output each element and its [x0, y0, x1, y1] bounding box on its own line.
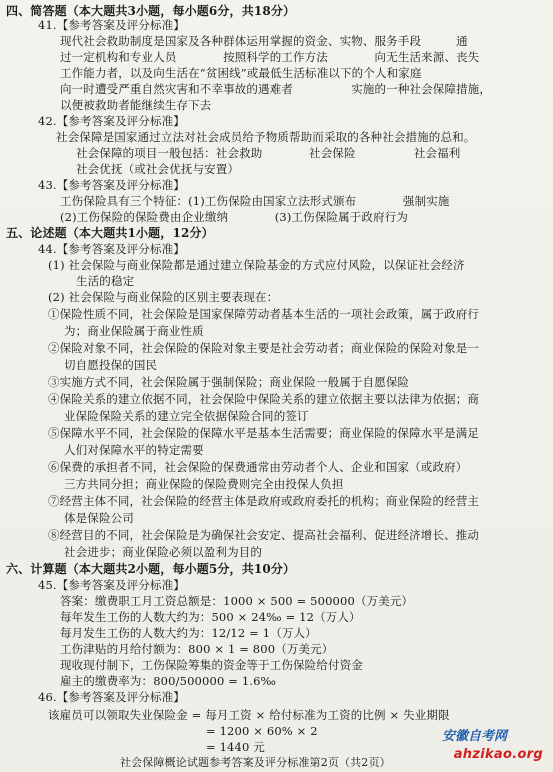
q42-line-3: 社会优抚（或社会优抚与安置）	[76, 162, 240, 176]
q45-line-1: 答案：缴费职工月工资总额是：1000 × 500 = 500000（万美元）	[60, 594, 414, 608]
q44-heading: 44.【参考答案及评分标准】	[38, 242, 185, 256]
q44-point-8b: 社会进步；商业保险必须以盈利为目的	[64, 545, 263, 559]
section-6-heading: 六、计算题（本大题共2小题，每小题5分，共10分）	[6, 562, 296, 576]
q46-heading: 46.【参考答案及评分标准】	[38, 690, 185, 704]
watermark-site-name: 安徽自考网	[441, 729, 507, 744]
q46-line-2: = 1200 × 60% × 2	[206, 724, 318, 738]
q41-line-2: 过一定机构和专业人员 按照科学的工作方法 向无生活来源、丧失	[60, 50, 480, 64]
section-5-heading: 五、论述题（本大题共1小题，12分）	[6, 226, 214, 240]
q46-line-1: 该雇员可以领取失业保险金 = 每月工资 × 给付标准为工资的比例 × 失业期限	[48, 708, 450, 722]
q44-line-3: (2) 社会保险与商业保险的区别主要表现在：	[48, 290, 279, 304]
q41-line-1: 现代社会救助制度是国家及各种群体运用掌握的资金、实物、服务手段 通	[60, 34, 468, 48]
q44-point-5b: 人们对保障水平的特定需要	[64, 443, 204, 457]
watermark-site-url: ahzikao.org	[453, 747, 543, 762]
q44-point-4b: 业保险保险关系的建立完全依据保险合同的签订	[64, 409, 309, 423]
q44-point-1a: ①保险性质不同，社会保险是国家保障劳动者基本生活的一项社会政策，属于政府行	[48, 307, 480, 321]
q43-heading: 43.【参考答案及评分标准】	[38, 178, 185, 192]
q41-line-3: 工作能力者，以及向生活在“贫困线”或最低生活标准以下的个人和家庭	[60, 66, 422, 80]
q44-point-4a: ④保险关系的建立依据不同，社会保险中保险关系的建立依据主要以法律为依据；商	[48, 392, 480, 406]
q46-line-3: = 1440 元	[206, 740, 265, 754]
q45-line-3: 每月发生工伤的人数大约为：12/12 = 1（万人）	[60, 626, 317, 640]
q42-line-1: 社会保障是国家通过立法对社会成员给予物质帮助而采取的各种社会措施的总和。	[56, 130, 476, 144]
q44-point-6b: 三方共同分担；商业保险的保险费则完全由投保人负担	[64, 477, 344, 491]
q43-line-2: (2)工伤保险的保险费由企业缴纳 (3)工伤保险属于政府行为	[60, 210, 409, 224]
q44-point-5a: ⑤保障水平不同，社会保险的保障水平是基本生活需要；商业保险的保障水平是满足	[48, 426, 480, 440]
q44-point-7b: 体是保险公司	[64, 511, 134, 525]
q44-point-2a: ②保险对象不同，社会保险的保险对象主要是社会劳动者；商业保险的保险对象是一	[48, 341, 480, 355]
q42-line-2: 社会保障的项目一般包括：社会救助 社会保险 社会福利	[76, 146, 461, 160]
q44-point-6a: ⑥保费的承担者不同，社会保险的保费通常由劳动者个人、企业和国家（或政府）	[48, 460, 468, 474]
q43-line-1: 工伤保险具有三个特征：(1)工伤保险由国家立法形式颁布 强制实施	[60, 194, 450, 208]
q44-line-1: (1) 社会保险与商业保险都是通过建立保险基金的方式应付风险，以保证社会经济	[48, 258, 465, 272]
q45-line-4: 工伤津贴的月给付额为：800 × 1 = 800（万美元）	[60, 642, 334, 656]
q44-point-7a: ⑦经营主体不同，社会保险的经营主体是政府或政府委托的机构；商业保险的经营主	[48, 494, 480, 508]
q45-line-2: 每年发生工伤的人数大约为：500 × 24‰ = 12（万人）	[60, 610, 361, 624]
page-footer: 社会保障概论试题参考答案及评分标准第2页（共2页）	[120, 756, 391, 769]
q45-line-5: 现收现付制下，工伤保险筹集的资金等于工伤保险给付资金	[60, 658, 363, 672]
q41-line-4: 向一时遭受严重自然灾害和不幸事故的遇难者 实施的一种社会保障措施，	[60, 82, 492, 96]
q44-point-8a: ⑧经营目的不同，社会保险是为确保社会安定、提高社会福利、促进经济增长、推动	[48, 528, 480, 542]
q41-heading: 41.【参考答案及评分标准】	[38, 18, 185, 32]
q44-point-2b: 切自愿投保的国民	[64, 358, 158, 372]
q44-point-3: ③实施方式不同，社会保险属于强制保险；商业保险一般属于自愿保险	[48, 375, 410, 389]
q45-line-6: 雇主的缴费率为：800/500000 = 1.6‰	[60, 674, 277, 688]
q44-line-2: 生活的稳定	[76, 274, 135, 288]
q41-line-5: 以便被救助者能继续生存下去	[60, 98, 212, 112]
q45-heading: 45.【参考答案及评分标准】	[38, 578, 185, 592]
q42-heading: 42.【参考答案及评分标准】	[38, 114, 185, 128]
section-4-heading: 四、简答题（本大题共3小题，每小题6分，共18分）	[6, 4, 296, 18]
q44-point-1b: 为；商业保险属于商业性质	[64, 324, 204, 338]
